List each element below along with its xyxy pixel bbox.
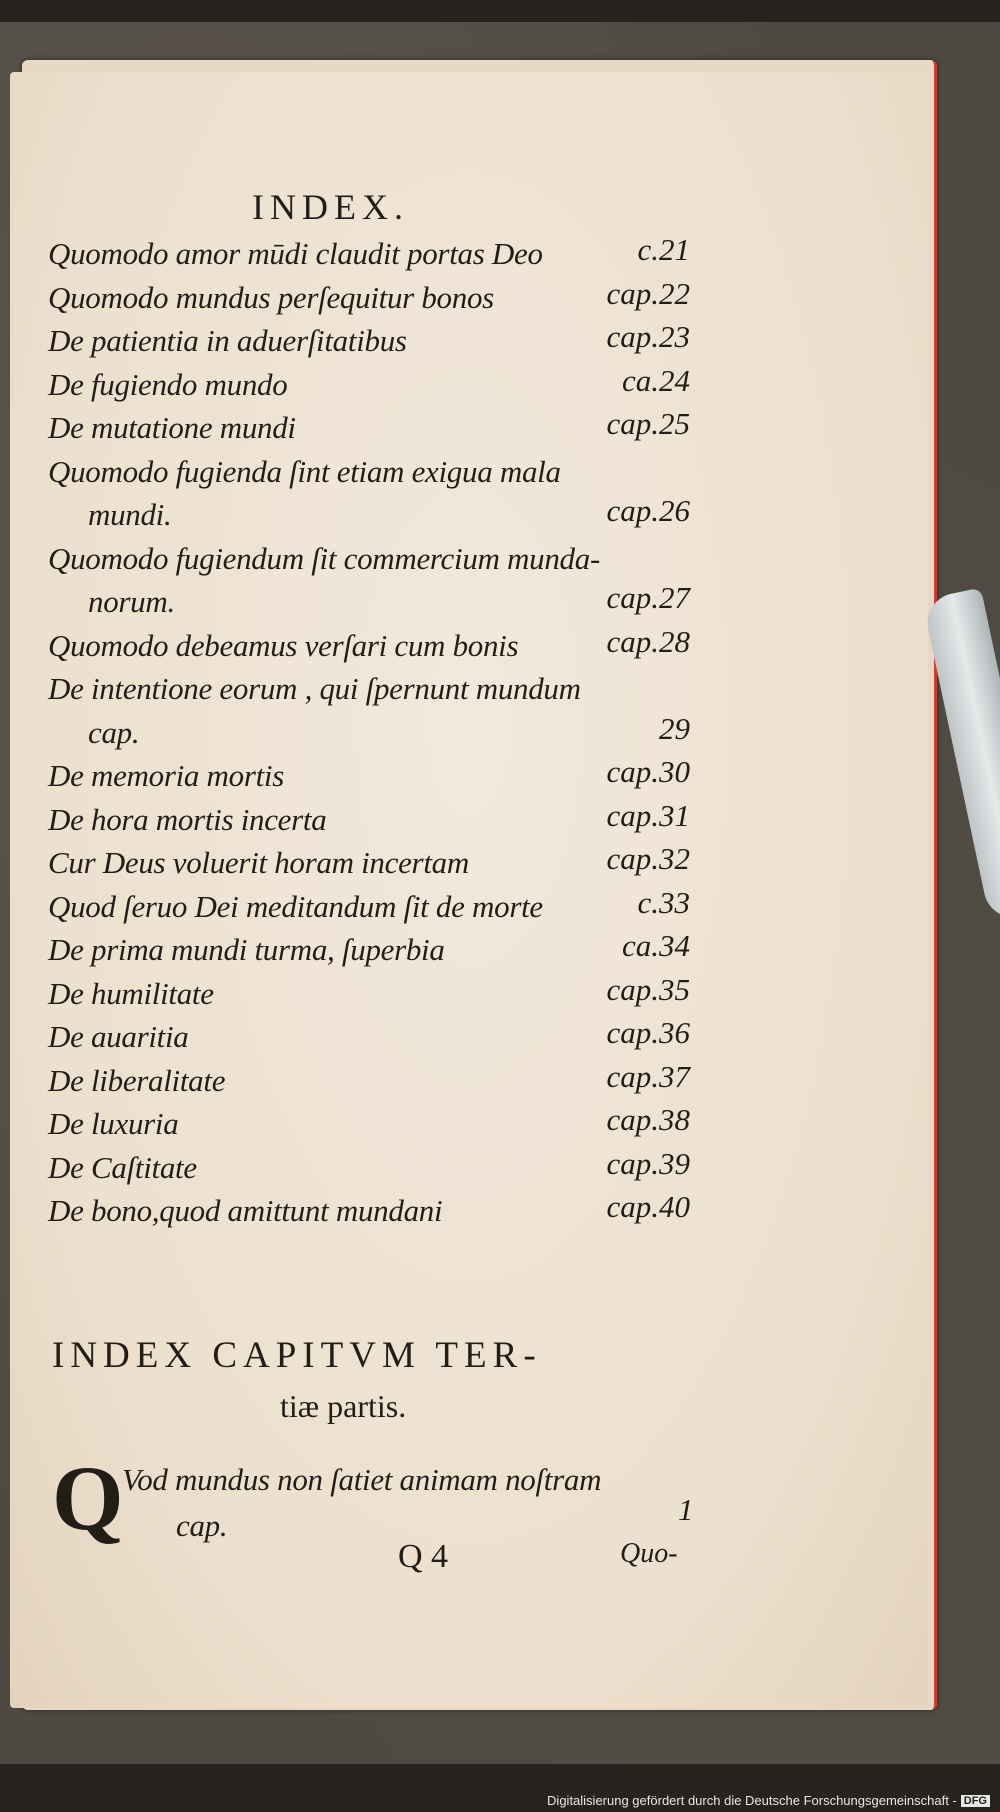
index-entry-ref: cap.35 bbox=[606, 971, 690, 1007]
section-title-line-2: tiæ partis. bbox=[280, 1388, 407, 1424]
dfg-logo: DFG bbox=[961, 1795, 990, 1807]
index-entry-title: De liberalitate bbox=[48, 1062, 226, 1098]
index-entry-ref: cap.26 bbox=[606, 493, 690, 528]
index-entry-ref: cap.40 bbox=[606, 1189, 690, 1224]
index-entry-title: Quomodo fugienda ſint etiam exigua mala bbox=[48, 453, 561, 489]
index-entry-ref: cap.23 bbox=[606, 319, 690, 354]
index-entry-ref: 29 bbox=[659, 710, 690, 746]
index-entry-title: Quod ſeruo Dei meditandum ſit de morte bbox=[48, 888, 543, 924]
index-entry-title: De mutatione mundi bbox=[48, 410, 296, 445]
first-entry-line-2: cap. bbox=[176, 1508, 228, 1543]
index-entry-ref: cap.28 bbox=[606, 623, 690, 659]
index-entry-title: mundi. bbox=[88, 497, 172, 532]
section-title-line-1: INDEX CAPITVM TER- bbox=[52, 1335, 542, 1376]
catchword: Quo- bbox=[620, 1538, 678, 1569]
index-entry-title: De Caſtitate bbox=[48, 1149, 197, 1185]
footer-text: Digitalisierung gefördert durch die Deutsche Forschungsgemeinschaft - bbox=[547, 1793, 957, 1808]
index-entry-ref: ca.34 bbox=[621, 928, 690, 963]
index-entry-title: cap. bbox=[88, 714, 140, 750]
index-entry-ref: ca.24 bbox=[621, 362, 690, 398]
index-entry-title: De bono,quod amittunt mundani bbox=[48, 1193, 443, 1228]
index-entry-title: De prima mundi turma, ſuperbia bbox=[48, 932, 445, 967]
index-entry-title: De intentione eorum , qui ſpernunt mundum bbox=[48, 671, 581, 706]
index-entry-ref: cap.38 bbox=[606, 1102, 690, 1137]
index-entry-title: De fugiendo mundo bbox=[48, 366, 288, 402]
index-entry-title: De patientia in aduerſitatibus bbox=[48, 323, 407, 358]
index-entry-ref: cap.30 bbox=[606, 754, 690, 789]
index-entry-ref: cap.25 bbox=[606, 406, 690, 441]
index-entry-ref: cap.32 bbox=[606, 841, 690, 876]
index-entry-title: De luxuria bbox=[48, 1106, 179, 1141]
index-entry-title: De humilitate bbox=[48, 975, 214, 1011]
signature-mark: Q 4 bbox=[398, 1538, 449, 1575]
index-entry-title: De memoria mortis bbox=[48, 758, 284, 793]
digitization-footer bbox=[547, 1793, 990, 1808]
index-header: INDEX. bbox=[252, 187, 409, 227]
index-entry-ref: cap.27 bbox=[606, 580, 690, 615]
index-entry-ref: c.33 bbox=[637, 884, 690, 920]
index-entry-title: norum. bbox=[88, 584, 175, 619]
drop-initial: Q bbox=[52, 1447, 124, 1549]
index-entry-title: Quomodo amor mūdi claudit portas Deo bbox=[48, 236, 543, 271]
index-entry-ref: cap.22 bbox=[606, 275, 690, 311]
index-entry-title: Quomodo fugiendum ſit commercium munda- bbox=[48, 540, 600, 576]
index-entry-title: Quomodo mundus perſequitur bonos bbox=[48, 279, 494, 315]
index-entry-title: De hora mortis incerta bbox=[48, 801, 327, 837]
index-entry-ref: cap.31 bbox=[606, 797, 690, 833]
index-entry-title: De auaritia bbox=[48, 1019, 189, 1054]
first-entry-line-1: Vod mundus non ſatiet animam noſtram bbox=[122, 1462, 602, 1497]
index-entry-ref: cap.39 bbox=[606, 1145, 690, 1181]
index-entry-title: Quomodo debeamus verſari cum bonis bbox=[48, 627, 519, 663]
index-entry-ref: cap.37 bbox=[606, 1058, 690, 1094]
index-entry-ref: c.21 bbox=[637, 232, 690, 267]
first-entry-ref: 1 bbox=[678, 1492, 694, 1527]
index-entry-ref: cap.36 bbox=[606, 1015, 690, 1050]
index-entry-title: Cur Deus voluerit horam incertam bbox=[48, 845, 469, 880]
